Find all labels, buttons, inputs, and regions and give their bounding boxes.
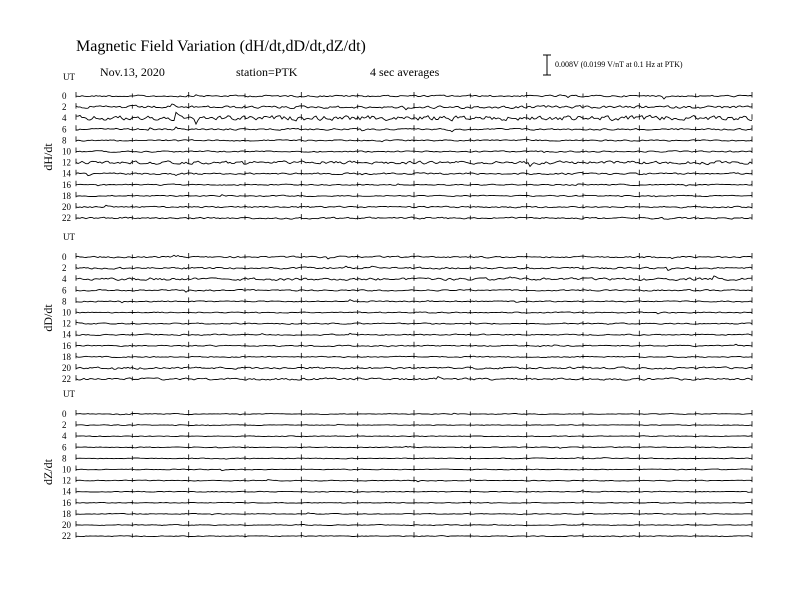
hour-label-2-0: 0 — [62, 409, 67, 419]
hour-label-0-11: 22 — [62, 213, 71, 224]
hour-label-2-7: 14 — [62, 486, 71, 497]
hour-label-1-10: 20 — [62, 363, 71, 373]
scale-bar-label: 0.008V (0.0199 V/nT at 0.1 Hz at PTK) — [555, 60, 683, 69]
hour-label-1-7: 14 — [62, 329, 71, 340]
hour-label-2-2: 4 — [62, 431, 67, 442]
hour-label-0-3: 6 — [62, 124, 67, 135]
hour-label-0-1: 2 — [62, 102, 67, 113]
hour-label-1-6: 12 — [62, 318, 71, 329]
hour-label-0-5: 10 — [62, 146, 71, 157]
hour-label-1-11: 22 — [62, 374, 71, 385]
panel-0-ylabel: dH/dt — [41, 143, 55, 171]
hour-label-2-4: 8 — [62, 453, 67, 464]
hour-label-2-1: 2 — [62, 420, 67, 431]
ut-label-1: UT — [63, 232, 75, 242]
hour-label-2-9: 18 — [62, 508, 71, 519]
hour-label-1-9: 18 — [62, 351, 71, 362]
ut-label-0: UT — [63, 72, 75, 82]
hour-label-1-1: 2 — [62, 263, 67, 274]
hour-label-0-9: 18 — [62, 190, 71, 201]
chart-title: Magnetic Field Variation (dH/dt,dD/dt,dZ/dt) — [76, 38, 366, 55]
hour-label-1-5: 10 — [62, 307, 71, 318]
date-label: Nov.13, 2020 — [100, 65, 165, 79]
hour-label-0-2: 4 — [62, 113, 67, 124]
hour-label-1-8: 16 — [62, 340, 71, 351]
hour-label-2-6: 12 — [62, 475, 71, 486]
hour-label-0-7: 14 — [62, 168, 71, 179]
hour-label-1-0: 0 — [62, 252, 67, 262]
panel-1-ylabel: dD/dt — [41, 304, 55, 332]
panel-2-ylabel: dZ/dt — [41, 459, 55, 485]
hour-label-0-0: 0 — [62, 91, 67, 101]
hour-label-0-4: 8 — [62, 135, 67, 146]
averaging-label: 4 sec averages — [370, 65, 440, 79]
hour-label-0-8: 16 — [62, 179, 71, 190]
hour-label-2-8: 16 — [62, 497, 71, 508]
hour-label-0-10: 20 — [62, 202, 71, 212]
hour-label-1-3: 6 — [62, 285, 67, 296]
ut-label-2: UT — [63, 389, 75, 399]
hour-label-2-11: 22 — [62, 531, 71, 542]
hour-label-0-6: 12 — [62, 157, 71, 168]
station-label: station=PTK — [236, 65, 298, 79]
hour-label-1-2: 4 — [62, 274, 67, 285]
hour-label-2-5: 10 — [62, 464, 71, 475]
hour-label-1-4: 8 — [62, 296, 67, 307]
hour-label-2-3: 6 — [62, 442, 67, 453]
hour-label-2-10: 20 — [62, 520, 71, 530]
